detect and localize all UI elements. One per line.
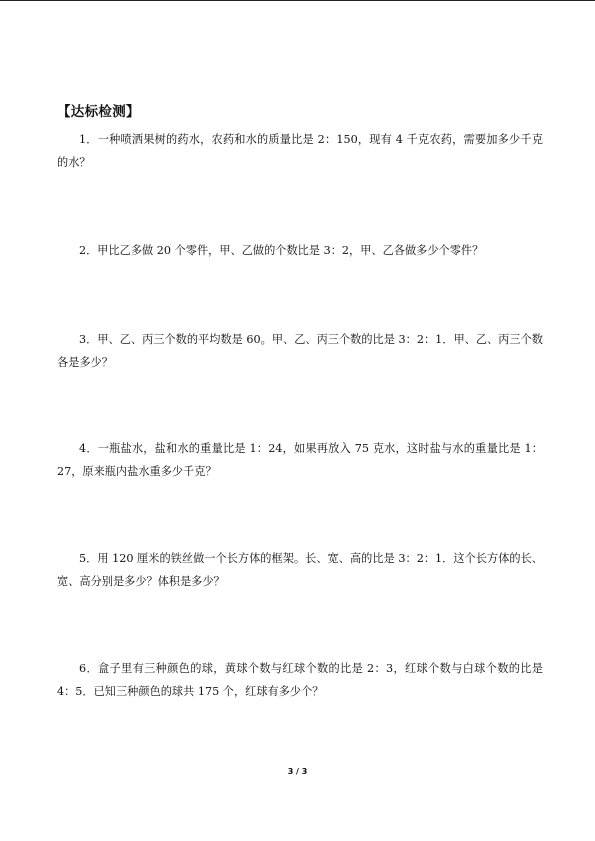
- question-6: 6．盒子里有三种颜色的球，黄球个数与红球个数的比是 2：3，红球个数与白球个数的比是 4：5．已知三种颜色的球共 175 个，红球有多少个？: [57, 662, 543, 698]
- page-number: 3 / 3: [287, 767, 308, 776]
- question-3: 3．甲、乙、丙三个数的平均数是 60。甲、乙、丙三个数的比是 3：2：1．甲、乙、丙三个数各是多少？: [57, 333, 543, 369]
- top-border-line: [0, 0, 595, 1]
- question-5: 5．用 120 厘米的铁丝做一个长方体的框架。长、宽、高的比是 3：2：1．这个长方体的长、宽、高分别是多少？体积是多少？: [57, 552, 543, 588]
- question-2: 2．甲比乙多做 20 个零件，甲、乙做的个数比是 3：2，甲、乙各做多少个零件？: [79, 244, 484, 257]
- question-1: 1．一种喷洒果树的药水，农药和水的质量比是 2：150，现有 4 千克农药，需要加多少千克的水？: [57, 133, 543, 169]
- section-title: 【达标检测】: [57, 104, 140, 120]
- question-4: 4．一瓶盐水，盐和水的重量比是 1：24，如果再放入 75 克水，这时盐与水的重量比是 1：27，原来瓶内盐水重多少千克？: [57, 442, 543, 478]
